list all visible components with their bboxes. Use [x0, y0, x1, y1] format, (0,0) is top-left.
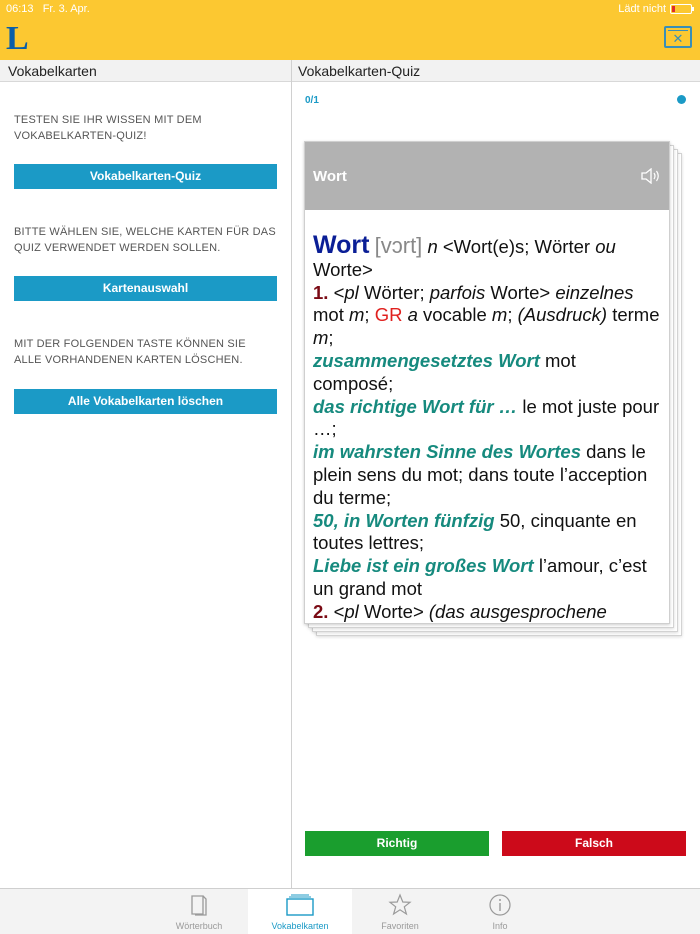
gender-label: m: [348, 304, 365, 326]
parfois-label: parfois: [429, 281, 486, 303]
status-right: [618, 3, 692, 15]
a-label: a: [407, 304, 418, 326]
star-icon: [388, 893, 412, 917]
progress-dot: [677, 95, 686, 104]
quiz-intro-text: TESTEN SIE IHR WISSEN MIT DEM VOKABELKARTEN-QUIZ!: [14, 114, 202, 142]
gloss-fr: terme: [612, 304, 660, 326]
inflection-forms-alt: Worte>: [313, 258, 373, 280]
gender-label: m: [313, 327, 329, 349]
tab-label: Wörterbuch: [175, 921, 223, 931]
quiz-progress: 0/1: [305, 95, 319, 106]
inflection-forms: <Wort(e)s; Wörter: [442, 236, 591, 257]
langenscheidt-logo: L: [6, 20, 29, 57]
status-time: [6, 3, 90, 15]
gloss-de: (Ausdruck): [517, 304, 608, 326]
tab-woerterbuch[interactable]: [147, 889, 251, 934]
status-date: Fr. 3. Apr.: [42, 3, 90, 15]
correct-button[interactable]: Richtig: [305, 831, 489, 856]
battery-icon: [670, 4, 692, 14]
tab-bar: [0, 888, 700, 934]
flashcard-header: [305, 142, 669, 210]
wrong-button[interactable]: Falsch: [502, 831, 686, 856]
tab-label: Vokabelkarten: [271, 921, 329, 931]
example-de: 50, in Worten fünfzig: [313, 509, 495, 531]
example-fr: 50, cinquante en toutes lettres;: [313, 509, 637, 554]
example-de: zusammengesetztes Wort: [313, 349, 540, 371]
plural-label: pl: [344, 281, 359, 303]
clock: 06:13: [6, 3, 34, 15]
or-label: ou: [595, 236, 616, 257]
plural-forms: Worte>: [363, 600, 424, 622]
example-de: das richtige Wort für …: [313, 395, 518, 417]
example-de: im wahrsten Sinne des Wortes: [313, 441, 581, 463]
info-icon: [488, 893, 512, 917]
tab-label: Info: [492, 921, 508, 931]
flashcard[interactable]: [304, 141, 670, 624]
pane-divider: [291, 60, 292, 888]
cards-icon: [285, 893, 315, 917]
example-fr: dans le plein sens du mot; dans toute l’acception du terme;: [313, 441, 648, 508]
tab-favoriten[interactable]: [348, 889, 452, 934]
example-fr: le mot juste pour …;: [313, 395, 660, 440]
sense-number: 2.: [313, 600, 329, 622]
dictionary-entry: Wort [vɔrt] n <Wort(e)s; Wörter ou Worte> 1. <pl Wörter; parfois Worte> einzelnes mot m; GR a vocable m; (Ausdruck) terme m; zusammengesetztes Wort mot composé; das richtige Wort für … le mot juste pour …; im wahrsten Sinne des Wortes dans le plein sens du mot; dans toute l’acception du terme; 50, in Worten fünfzig 50, cinquante en toutes lettres; Liebe ist ein großes Wort l’amour, c’est un grand mot 2. <pl Worte> (das ausgesprochene: [313, 231, 660, 622]
tab-info[interactable]: [448, 889, 552, 934]
example-fr: mot composé;: [313, 349, 576, 394]
top-bar: [0, 0, 700, 60]
delete-cards-text: MIT DER FOLGENDEN TASTE KÖNNEN SIE ALLE VORHANDENEN KARTEN LÖSCHEN.: [14, 338, 246, 366]
tab-label: Favoriten: [381, 921, 419, 931]
gender-label: m: [491, 304, 508, 326]
phonetic: [vɔrt]: [374, 233, 423, 258]
book-icon: [187, 893, 211, 917]
charging-status: Lädt nicht: [618, 3, 666, 15]
left-pane-title: Vokabelkarten: [0, 60, 291, 82]
vocab-quiz-button[interactable]: Vokabelkarten-Quiz: [14, 164, 277, 189]
delete-all-cards-button[interactable]: Alle Vokabelkarten löschen: [14, 389, 277, 414]
plural-label: pl: [344, 600, 359, 622]
tab-vokabelkarten[interactable]: [248, 889, 352, 934]
gloss-fr: mot: [313, 304, 344, 326]
plural-forms: Wörter;: [363, 281, 425, 303]
headword: Wort: [313, 231, 370, 259]
flashcard-front-word: Wort: [313, 168, 347, 185]
gloss-de: einzelnes: [555, 281, 634, 303]
speaker-icon[interactable]: [641, 168, 661, 184]
grammar-label: GR: [374, 304, 403, 326]
gloss-fr: vocable: [423, 304, 487, 326]
gender: n: [427, 236, 438, 257]
sense-number: 1.: [313, 281, 329, 303]
card-selection-button[interactable]: Kartenauswahl: [14, 276, 277, 301]
gloss-de: (das ausgesprochene: [428, 600, 607, 622]
right-pane-title: Vokabelkarten-Quiz: [292, 60, 700, 82]
example-de: Liebe ist ein großes Wort: [313, 555, 534, 577]
close-glyph: ✕: [672, 31, 684, 46]
close-box-icon[interactable]: [664, 26, 692, 48]
plural-alt-form: Worte>: [490, 281, 551, 303]
card-selection-text: BITTE WÄHLEN SIE, WELCHE KARTEN FÜR DAS QUIZ VERWENDET WERDEN SOLLEN.: [14, 226, 276, 254]
example-fr: l’amour, c’est un grand mot: [313, 555, 647, 599]
